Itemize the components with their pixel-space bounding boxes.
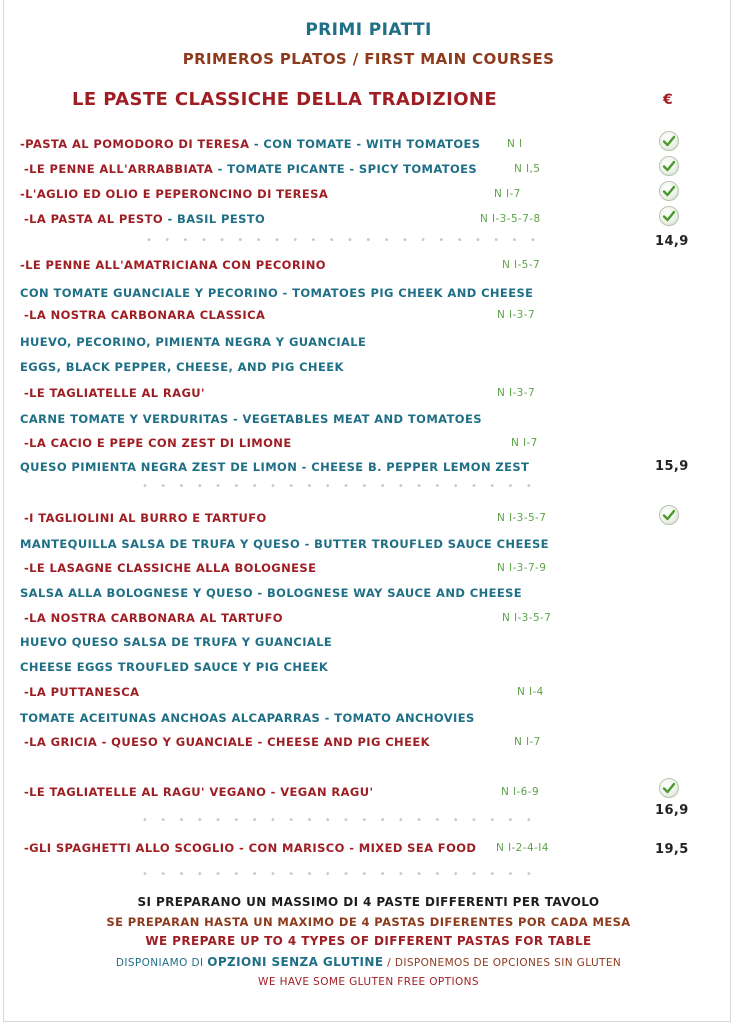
- item-name: -L'AGLIO ED OLIO E PEPERONCINO DI TERESA: [20, 187, 329, 201]
- gluten-free-highlight: OPZIONI SENZA GLUTINE: [207, 955, 384, 969]
- page-title: PRIMI PIATTI: [305, 20, 432, 40]
- allergen-code: N I-7: [511, 437, 538, 449]
- price: 14,9: [655, 234, 689, 249]
- allergen-code: N I-3-5-7: [497, 512, 547, 524]
- item-description: HUEVO QUESO SALSA DE TRUFA Y GUANCIALE: [20, 635, 333, 649]
- check-badge-icon: [659, 156, 679, 176]
- item-description: - BASIL PESTO: [163, 212, 266, 226]
- item-description: - VEGAN RAGU': [266, 785, 374, 799]
- footer-note-es: SE PREPARAN HASTA UN MAXIMO DE 4 PASTAS DIFERENTES POR CADA MESA: [106, 915, 631, 929]
- item-description: - QUESO Y GUANCIALE - CHEESE AND PIG CHEEK: [97, 735, 430, 749]
- dot-separator: • • • • • • • • • • • • • • • • • • • • • •: [142, 815, 537, 826]
- item-name: -LA CACIO E PEPE CON ZEST DI LIMONE: [24, 436, 292, 450]
- item-name: -LA GRICIA: [24, 735, 98, 749]
- item-name: -LA PUTTANESCA: [24, 685, 140, 699]
- item-name: -LE LASAGNE CLASSICHE ALLA BOLOGNESE: [24, 561, 317, 575]
- check-badge-icon: [659, 778, 679, 798]
- item-description: - CON TOMATE - WITH TOMATOES: [249, 137, 481, 151]
- item-name: -GLI SPAGHETTI ALLO SCOGLIO: [24, 841, 235, 855]
- item-name: -LE PENNE ALL'ARRABBIATA: [24, 162, 214, 176]
- gluten-free-note: [0, 955, 737, 969]
- section-heading: LE PASTE CLASSICHE DELLA TRADIZIONE: [72, 89, 498, 110]
- check-badge-icon: [659, 206, 679, 226]
- footer-note-en: WE PREPARE UP TO 4 TYPES OF DIFFERENT PASTAS FOR TABLE: [145, 934, 592, 948]
- allergen-code: N I-3-7-9: [497, 562, 547, 574]
- item-description: TOMATE ACEITUNAS ANCHOAS ALCAPARRAS - TOMATO ANCHOVIES: [20, 711, 475, 725]
- menu-item: [24, 212, 265, 226]
- item-name: -I TAGLIOLINI AL BURRO E TARTUFO: [24, 511, 267, 525]
- check-badge-icon: [659, 181, 679, 201]
- dot-separator: • • • • • • • • • • • • • • • • • • • • • •: [142, 869, 537, 880]
- price: 16,9: [655, 803, 689, 818]
- allergen-code: N I-6-9: [501, 786, 540, 798]
- item-name: -LE TAGLIATELLE AL RAGU' VEGANO: [24, 785, 267, 799]
- currency-symbol: €: [663, 92, 674, 108]
- item-description: SALSA ALLA BOLOGNESE Y QUESO - BOLOGNESE WAY SAUCE AND CHEESE: [20, 586, 523, 600]
- price: 15,9: [655, 459, 689, 474]
- allergen-code: N I-3-7: [497, 309, 536, 321]
- allergen-code: N I-2-4-I4: [496, 842, 549, 854]
- allergen-code: N I,5: [514, 163, 541, 175]
- allergen-code: N I-3-5-7: [502, 612, 552, 624]
- allergen-code: N I: [507, 138, 523, 150]
- menu-item: [24, 841, 476, 855]
- item-name: -LA PASTA AL PESTO: [24, 212, 164, 226]
- allergen-code: N I-5-7: [502, 259, 541, 271]
- allergen-code: N I-3-7: [497, 387, 536, 399]
- footer-note-it: SI PREPARANO UN MASSIMO DI 4 PASTE DIFFERENTI PER TAVOLO: [137, 895, 600, 909]
- dot-separator: • • • • • • • • • • • • • • • • • • • • • •: [142, 481, 537, 492]
- gluten-free-es: / DISPONEMOS DE OPCIONES SIN GLUTEN: [383, 957, 622, 969]
- item-name: -LA NOSTRA CARBONARA AL TARTUFO: [24, 611, 283, 625]
- item-description: HUEVO, PECORINO, PIMIENTA NEGRA Y GUANCIALE: [20, 335, 367, 349]
- gluten-free-note-en: WE HAVE SOME GLUTEN FREE OPTIONS: [258, 976, 479, 988]
- menu-item: [24, 162, 477, 176]
- allergen-code: N I-4: [517, 686, 544, 698]
- item-description: - CON MARISCO - MIXED SEA FOOD: [234, 841, 477, 855]
- item-description: MANTEQUILLA SALSA DE TRUFA Y QUESO - BUTTER TROUFLED SAUCE CHEESE: [20, 537, 549, 551]
- menu-item: [20, 187, 328, 201]
- item-name: -LE PENNE ALL'AMATRICIANA CON PECORINO: [20, 258, 326, 272]
- gluten-free-prefix: DISPONIAMO DI: [115, 957, 208, 969]
- item-description: - TOMATE PICANTE - SPICY TOMATOES: [213, 162, 478, 176]
- allergen-code: N I-7: [514, 736, 541, 748]
- item-name: -PASTA AL POMODORO DI TERESA: [20, 137, 250, 151]
- allergen-code: N I-3-5-7-8: [480, 213, 541, 225]
- item-description: EGGS, BLACK PEPPER, CHEESE, AND PIG CHEEK: [20, 360, 344, 374]
- price: 19,5: [655, 842, 689, 857]
- menu-item: [24, 735, 430, 749]
- item-name: -LA NOSTRA CARBONARA CLASSICA: [24, 308, 266, 322]
- menu-item: [24, 785, 373, 799]
- item-description: CON TOMATE GUANCIALE Y PECORINO - TOMATOES PIG CHEEK AND CHEESE: [20, 286, 534, 300]
- check-badge-icon: [659, 505, 679, 525]
- dot-separator: • • • • • • • • • • • • • • • • • • • • • •: [146, 235, 541, 246]
- page-subtitle: PRIMEROS PLATOS / FIRST MAIN COURSES: [182, 50, 555, 68]
- item-name: -LE TAGLIATELLE AL RAGU': [24, 386, 205, 400]
- item-description: CHEESE EGGS TROUFLED SAUCE Y PIG CHEEK: [20, 660, 329, 674]
- allergen-code: N I-7: [494, 188, 521, 200]
- menu-item: [20, 137, 480, 151]
- item-description: QUESO PIMIENTA NEGRA ZEST DE LIMON - CHEESE B. PEPPER LEMON ZEST: [20, 460, 530, 474]
- item-description: CARNE TOMATE Y VERDURITAS - VEGETABLES MEAT AND TOMATOES: [20, 412, 482, 426]
- check-badge-icon: [659, 131, 679, 151]
